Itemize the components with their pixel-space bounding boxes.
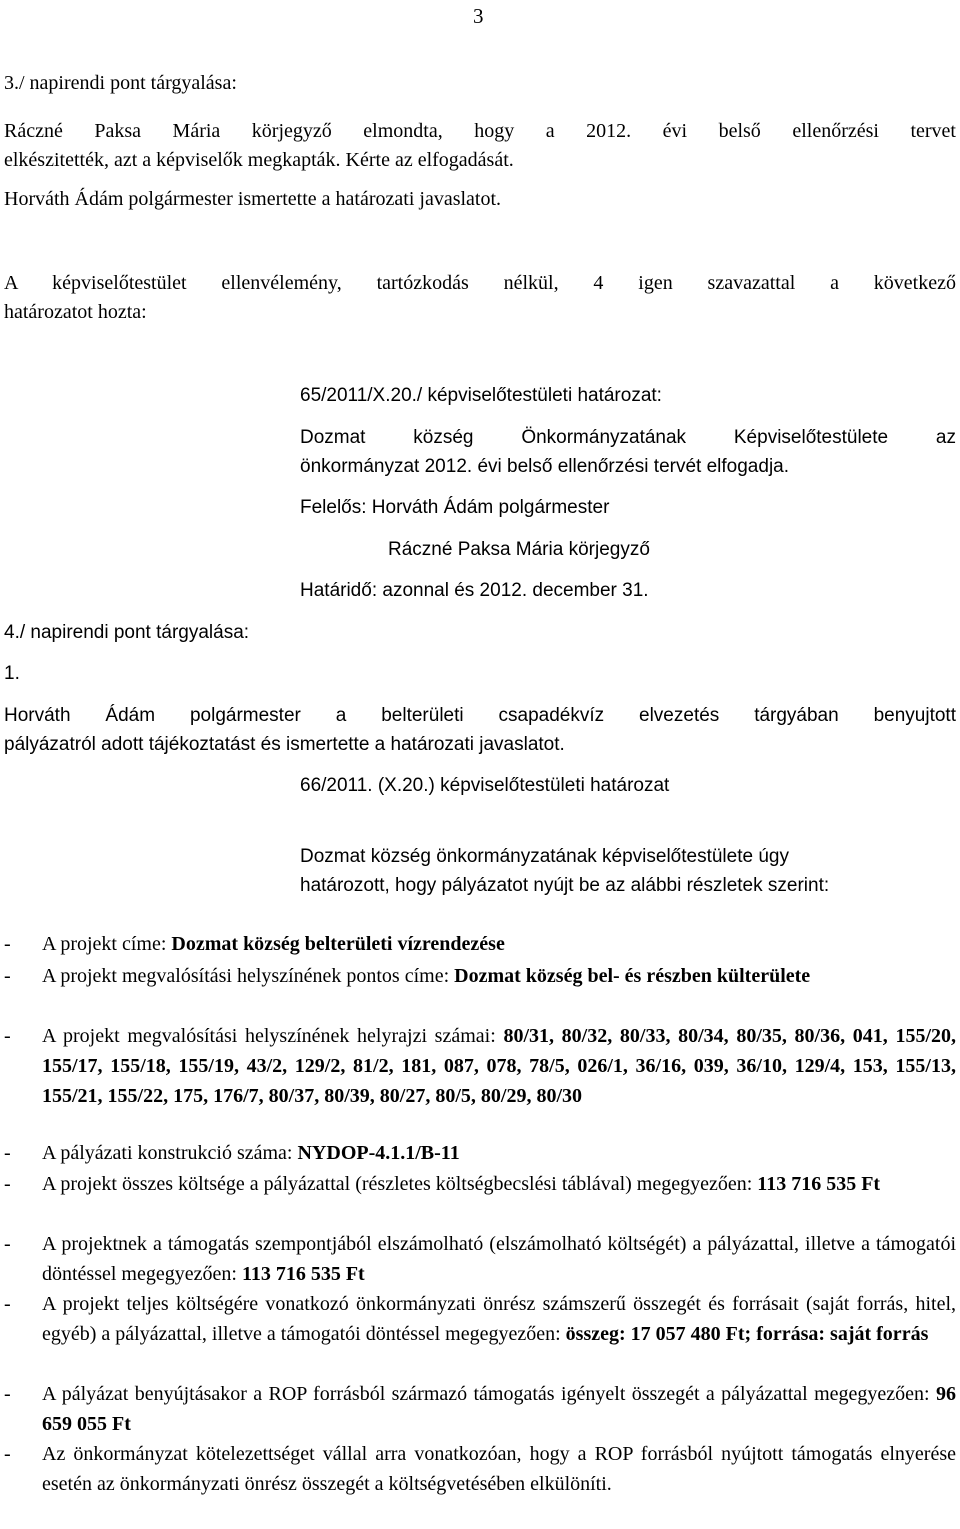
dash-marker: - xyxy=(4,1233,11,1255)
section4-intro-line2: pályázatról adott tájékoztatást és ismertette a határozati javaslatot. xyxy=(4,734,565,755)
bullet-text: Az önkormányzat kötelezettséget vállal arra vonatkozóan, hogy a ROP forrásból nyújtott támogatás elnyerése esetén az önkormányzati önrész összegét a költségvetésében elkülöníti. xyxy=(42,1443,956,1495)
bullet-text: A pályázat benyújtásakor a ROP forrásból származó támogatás igényelt összegét a pályázattal megegyezően: 96 659 055 Ft xyxy=(42,1383,956,1435)
dash-marker: - xyxy=(4,965,11,987)
dash-marker: - xyxy=(4,1383,11,1405)
section4-item-number: 1. xyxy=(4,663,20,684)
section4-intro-line1: Horváth Ádám polgármester a belterületi csapadékvíz elvezetés tárgyában benyujtott xyxy=(4,705,956,726)
resolution-65-responsible: Felelős: Horváth Ádám polgármester xyxy=(300,497,610,518)
resolution-66-title: 66/2011. (X.20.) képviselőtestületi határozat xyxy=(300,775,670,796)
bullet-text: A pályázati konstrukció száma: NYDOP-4.1.1/B-11 xyxy=(42,1142,460,1164)
section3-para3-line2: határozatot hozta: xyxy=(4,301,147,323)
bullet-text: A projekt összes költsége a pályázattal (részletes költségbecslési táblával) megegyezően: 113 716 535 Ft xyxy=(42,1173,881,1195)
resolution-65-deadline: Határidő: azonnal és 2012. december 31. xyxy=(300,580,649,601)
section3-para1-line1: Ráczné Paksa Mária körjegyző elmondta, hogy a 2012. évi belső ellenőrzési tervet xyxy=(4,120,956,142)
bullet-text: A projekt címe: Dozmat község belterületi vízrendezése xyxy=(42,933,505,955)
resolution-66-decision-line2: határozott, hogy pályázatot nyújt be az alábbi részletek szerint: xyxy=(300,875,830,896)
section3-heading: 3./ napirendi pont tárgyalása: xyxy=(4,72,237,94)
section3-para1-line2: elkészitették, azt a képviselők megkapták. Kérte az elfogadását. xyxy=(4,149,514,171)
dash-marker: - xyxy=(4,1173,11,1195)
section3-para3-line1: A képviselőtestület ellenvélemény, tartózkodás nélkül, 4 igen szavazattal a következő xyxy=(4,272,956,294)
resolution-65-responsible-2: Ráczné Paksa Mária körjegyző xyxy=(388,539,650,560)
dash-marker: - xyxy=(4,1142,11,1164)
section3-para2: Horváth Ádám polgármester ismertette a határozati javaslatot. xyxy=(4,188,502,210)
resolution-65-line2: önkormányzat 2012. évi belső ellenőrzési tervét elfogadja. xyxy=(300,456,790,477)
section4-heading: 4./ napirendi pont tárgyalása: xyxy=(4,622,250,643)
bullet-text: A projekt megvalósítási helyszínének helyrajzi számai: 80/31, 80/32, 80/33, 80/34, 80/35, 80/36, 041, 155/20, 155/17, 155/18, 155/19, 43/2, 129/2, 81/2, 181, 087, 078, 78/5, 026/1, 36/16, 039, 36/10, 129/4, 153, 155/13, 155/21, 155/22, 175, 176/7, 80/37, 80/39, 80/27, 80/5, 80/29, 80/30 xyxy=(42,1025,957,1107)
bullet-text: A projektnek a támogatás szempontjából elszámolható (elszámolható költségét) a pályázattal, illetve a támogatói döntéssel megegyezően: 113 716 535 Ft xyxy=(42,1233,956,1285)
bullet-text: A projekt teljes költségére vonatkozó önkormányzati önrész számszerű összegét és forrásait (saját forrás, hitel, egyéb) a pályázattal, illetve a támogatói döntéssel megegyezően: összeg: 17 057 480 Ft; forrása: saját forrás xyxy=(42,1293,956,1345)
dash-marker: - xyxy=(4,933,11,955)
dash-marker: - xyxy=(4,1025,11,1047)
bullet-text: A projekt megvalósítási helyszínének pontos címe: Dozmat község bel- és részben külterülete xyxy=(42,965,811,987)
dash-marker: - xyxy=(4,1293,11,1315)
dash-marker: - xyxy=(4,1443,11,1465)
resolution-66-decision-line1: Dozmat község önkormányzatának képviselőtestülete úgy xyxy=(300,846,789,867)
page-number: 3 xyxy=(473,4,484,28)
resolution-65-line1: Dozmat község Önkormányzatának Képviselőtestülete az xyxy=(300,427,956,448)
resolution-65-title: 65/2011/X.20./ képviselőtestületi határozat: xyxy=(300,385,662,406)
